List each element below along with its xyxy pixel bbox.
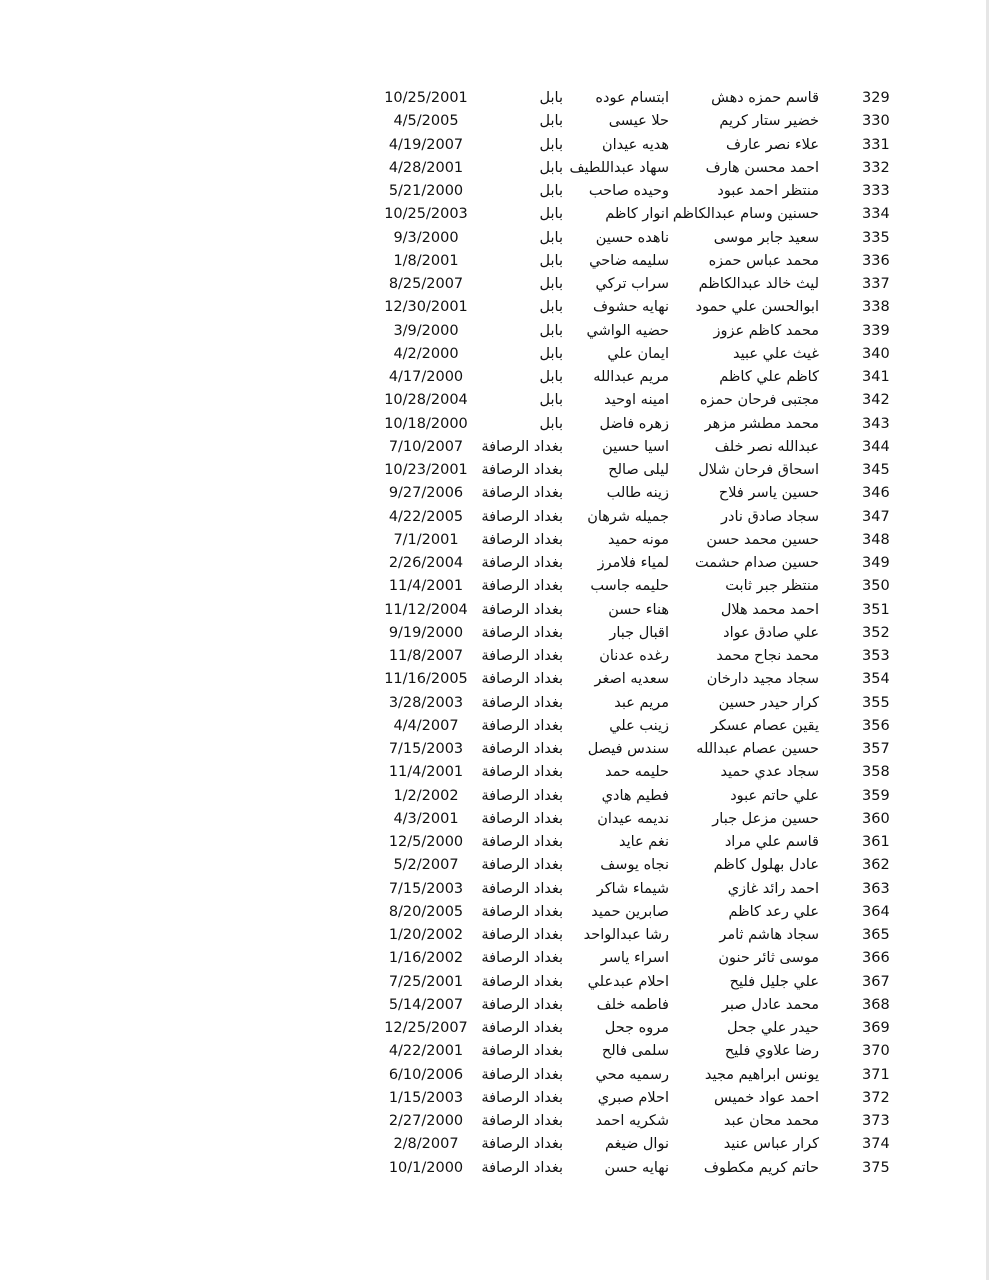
governorate: بغداد الرصافة bbox=[481, 1066, 563, 1083]
birth-date: 11/8/2007 bbox=[388, 648, 464, 664]
governorate: بابل bbox=[539, 415, 563, 432]
table-row bbox=[0, 320, 989, 343]
student-name: سجاد هاشم ثامر bbox=[719, 927, 819, 943]
student-name: احمد رائد غازي bbox=[727, 880, 819, 897]
birth-date: 4/22/2005 bbox=[388, 508, 464, 525]
table-row bbox=[0, 1157, 989, 1180]
table-row bbox=[0, 180, 989, 203]
birth-date: 4/4/2007 bbox=[393, 717, 459, 734]
row-number: 345 bbox=[862, 462, 890, 478]
governorate: بغداد الرصافة bbox=[481, 834, 563, 850]
student-name: حسين مزعل جبار bbox=[712, 810, 819, 827]
student-name: عبدالله نصر خلف bbox=[714, 438, 819, 455]
row-number: 373 bbox=[862, 1113, 890, 1129]
row-number: 337 bbox=[862, 276, 890, 292]
table-row bbox=[0, 227, 989, 250]
mother-name: زينه طالب bbox=[606, 485, 669, 502]
table-row bbox=[0, 413, 989, 436]
row-number: 365 bbox=[862, 927, 890, 943]
student-name: علي صادق عواد bbox=[723, 624, 819, 641]
student-name: حسين صدام حشمت bbox=[695, 555, 819, 571]
mother-name: صابرين حميد bbox=[591, 903, 669, 920]
student-name: حسين عصام عبدالله bbox=[696, 741, 819, 757]
birth-date: 3/28/2003 bbox=[388, 694, 464, 711]
row-number: 338 bbox=[862, 299, 890, 316]
table-row bbox=[0, 994, 989, 1017]
student-name: سجاد صادق نادر bbox=[721, 508, 819, 525]
birth-date: 2/8/2007 bbox=[393, 1136, 459, 1153]
birth-date: 11/16/2005 bbox=[384, 671, 468, 688]
mother-name: نهايه حشوف bbox=[593, 299, 669, 316]
governorate: بابل bbox=[539, 276, 563, 292]
table-row bbox=[0, 1133, 989, 1156]
birth-date: 1/8/2001 bbox=[393, 252, 459, 269]
student-name: كاظم علي كاظم bbox=[719, 369, 819, 385]
student-name: يونس ابراهيم مجيد bbox=[704, 1066, 819, 1083]
birth-date: 4/19/2007 bbox=[388, 136, 464, 153]
governorate: بغداد الرصافة bbox=[481, 508, 563, 525]
governorate: بغداد الرصافة bbox=[481, 555, 563, 571]
birth-date: 12/25/2007 bbox=[384, 1020, 468, 1036]
governorate: بغداد الرصافة bbox=[481, 950, 563, 967]
row-number: 369 bbox=[862, 1020, 890, 1036]
birth-date: 11/12/2004 bbox=[384, 601, 468, 618]
student-name: كرار عباس عنيد bbox=[723, 1136, 819, 1153]
mother-name: ايمان علي bbox=[607, 345, 669, 362]
mother-name: نجاه يوسف bbox=[600, 857, 669, 874]
table-row bbox=[0, 1017, 989, 1040]
governorate: بغداد الرصافة bbox=[481, 1136, 563, 1153]
mother-name: حلا عيسى bbox=[608, 113, 669, 130]
table-row bbox=[0, 878, 989, 901]
birth-date: 1/2/2002 bbox=[393, 787, 459, 804]
birth-date: 6/10/2006 bbox=[388, 1066, 464, 1083]
student-name: منتظر احمد عبود bbox=[717, 183, 819, 199]
row-number: 330 bbox=[862, 113, 890, 130]
mother-name: زهره فاضل bbox=[599, 415, 669, 432]
row-number: 336 bbox=[862, 252, 890, 269]
mother-name: نغم عايد bbox=[618, 834, 669, 850]
table-row bbox=[0, 343, 989, 366]
table-row bbox=[0, 250, 989, 273]
student-name: محمد عادل صبر bbox=[721, 996, 819, 1013]
table-row bbox=[0, 1064, 989, 1087]
row-number: 347 bbox=[862, 508, 890, 525]
governorate: بغداد الرصافة bbox=[481, 531, 563, 548]
table-row bbox=[0, 157, 989, 180]
mother-name: نهايه حسن bbox=[604, 1159, 669, 1176]
governorate: بابل bbox=[539, 136, 563, 153]
governorate: بغداد الرصافة bbox=[481, 438, 563, 455]
mother-name: وحيده صاحب bbox=[588, 183, 669, 199]
mother-name: مريم عبد bbox=[614, 694, 669, 711]
student-name: عادل بهلول كاظم bbox=[713, 857, 819, 874]
mother-name: مريم عبدالله bbox=[593, 369, 669, 385]
mother-name: اسيا حسين bbox=[602, 438, 669, 455]
table-row bbox=[0, 785, 989, 808]
birth-date: 7/15/2003 bbox=[388, 880, 464, 897]
birth-date: 5/21/2000 bbox=[388, 183, 464, 199]
student-name: حيدر علي جحل bbox=[726, 1020, 819, 1036]
student-name: سجاد عدي حميد bbox=[720, 764, 819, 781]
mother-name: جميله شرهان bbox=[587, 508, 669, 525]
birth-date: 4/2/2000 bbox=[393, 345, 459, 362]
governorate: بغداد الرصافة bbox=[481, 717, 563, 734]
student-name: علي جليل فليح bbox=[729, 973, 819, 990]
row-number: 350 bbox=[862, 578, 890, 595]
table-row bbox=[0, 203, 989, 226]
row-number: 368 bbox=[862, 996, 890, 1013]
table-row bbox=[0, 575, 989, 598]
mother-name: فطيم هادي bbox=[601, 787, 669, 804]
governorate: بابل bbox=[539, 113, 563, 130]
governorate: بغداد الرصافة bbox=[481, 1089, 563, 1106]
table-row bbox=[0, 761, 989, 784]
mother-name: شكريه احمد bbox=[595, 1113, 669, 1129]
row-number: 371 bbox=[862, 1066, 890, 1083]
row-number: 363 bbox=[862, 880, 890, 897]
row-number: 361 bbox=[862, 834, 890, 850]
birth-date: 7/10/2007 bbox=[388, 438, 464, 455]
governorate: بابل bbox=[539, 90, 563, 106]
table-row bbox=[0, 87, 989, 110]
birth-date: 11/4/2001 bbox=[388, 578, 464, 595]
table-row bbox=[0, 482, 989, 505]
row-number: 329 bbox=[862, 90, 890, 106]
birth-date: 4/3/2001 bbox=[393, 810, 459, 827]
table-row bbox=[0, 622, 989, 645]
governorate: بغداد الرصافة bbox=[481, 624, 563, 641]
table-row bbox=[0, 436, 989, 459]
mother-name: سليمه ضاحي bbox=[589, 252, 669, 269]
student-name: ابوالحسن علي حمود bbox=[695, 299, 819, 316]
mother-name: امينه اوحيد bbox=[604, 392, 669, 409]
governorate: بغداد الرصافة bbox=[481, 1020, 563, 1036]
birth-date: 10/25/2003 bbox=[384, 206, 468, 223]
student-name: حاتم كريم مكطوف bbox=[703, 1159, 819, 1176]
mother-name: نوال ضيغم bbox=[604, 1136, 669, 1153]
governorate: بابل bbox=[539, 322, 563, 339]
row-number: 348 bbox=[862, 531, 890, 548]
row-number: 374 bbox=[862, 1136, 890, 1153]
row-number: 364 bbox=[862, 903, 890, 920]
governorate: بابل bbox=[539, 183, 563, 199]
birth-date: 1/20/2002 bbox=[388, 927, 464, 943]
mother-name: ناهده حسين bbox=[595, 229, 669, 246]
records-table bbox=[0, 87, 989, 1180]
row-number: 358 bbox=[862, 764, 890, 781]
birth-date: 7/15/2003 bbox=[388, 741, 464, 757]
birth-date: 9/3/2000 bbox=[393, 229, 459, 246]
governorate: بغداد الرصافة bbox=[481, 787, 563, 804]
birth-date: 9/27/2006 bbox=[388, 485, 464, 502]
student-name: محمد محان عبد bbox=[723, 1113, 819, 1129]
mother-name: حليمه حمد bbox=[605, 764, 669, 781]
student-name: محمد نجاح محمد bbox=[716, 648, 819, 664]
student-name: علي رعد كاظم bbox=[728, 903, 819, 920]
table-row bbox=[0, 1040, 989, 1063]
governorate: بغداد الرصافة bbox=[481, 973, 563, 990]
governorate: بابل bbox=[539, 159, 563, 176]
governorate: بابل bbox=[539, 206, 563, 223]
table-row bbox=[0, 1110, 989, 1133]
mother-name: حليمه جاسب bbox=[590, 578, 669, 595]
governorate: بابل bbox=[539, 299, 563, 316]
student-name: قاسم حمزه دهش bbox=[711, 90, 819, 106]
birth-date: 12/5/2000 bbox=[388, 834, 464, 850]
row-number: 356 bbox=[862, 717, 890, 734]
table-row bbox=[0, 529, 989, 552]
birth-date: 2/26/2004 bbox=[388, 555, 464, 571]
student-name: علي حاتم عبود bbox=[730, 787, 819, 804]
birth-date: 4/17/2000 bbox=[388, 369, 464, 385]
mother-name: لمياء فلامرز bbox=[597, 555, 669, 571]
mother-name: ابتسام عوده bbox=[595, 90, 669, 106]
row-number: 342 bbox=[862, 392, 890, 409]
table-row bbox=[0, 134, 989, 157]
governorate: بغداد الرصافة bbox=[481, 1043, 563, 1060]
student-name: موسى ثائر حنون bbox=[718, 950, 819, 967]
row-number: 331 bbox=[862, 136, 890, 153]
birth-date: 2/27/2000 bbox=[388, 1113, 464, 1129]
student-name: رضا علاوي فليح bbox=[724, 1043, 819, 1060]
table-row bbox=[0, 854, 989, 877]
table-row bbox=[0, 273, 989, 296]
governorate: بابل bbox=[539, 369, 563, 385]
student-name: محمد مطشر مزهر bbox=[704, 415, 819, 432]
birth-date: 4/28/2001 bbox=[388, 159, 464, 176]
mother-name: مروه جحل bbox=[604, 1020, 669, 1036]
table-row bbox=[0, 506, 989, 529]
table-row bbox=[0, 366, 989, 389]
governorate: بغداد الرصافة bbox=[481, 1113, 563, 1129]
birth-date: 7/25/2001 bbox=[388, 973, 464, 990]
student-name: علاء نصر عارف bbox=[725, 136, 819, 153]
table-row bbox=[0, 831, 989, 854]
governorate: بغداد الرصافة bbox=[481, 485, 563, 502]
student-name: سعيد جابر موسى bbox=[713, 229, 819, 246]
birth-date: 3/9/2000 bbox=[393, 322, 459, 339]
mother-name: سندس فيصل bbox=[587, 741, 669, 757]
mother-name: رسميه محي bbox=[595, 1066, 669, 1083]
row-number: 333 bbox=[862, 183, 890, 199]
mother-name: سعديه اصغر bbox=[594, 671, 669, 688]
table-row bbox=[0, 901, 989, 924]
table-row bbox=[0, 738, 989, 761]
student-name: احمد عواد خميس bbox=[713, 1089, 819, 1106]
row-number: 341 bbox=[862, 369, 890, 385]
mother-name: زينب علي bbox=[609, 717, 669, 734]
row-number: 372 bbox=[862, 1089, 890, 1106]
birth-date: 10/1/2000 bbox=[388, 1159, 464, 1176]
table-row bbox=[0, 924, 989, 947]
table-row bbox=[0, 715, 989, 738]
row-number: 352 bbox=[862, 624, 890, 641]
birth-date: 5/2/2007 bbox=[393, 857, 459, 874]
student-name: احمد محسن هارف bbox=[705, 159, 819, 176]
governorate: بغداد الرصافة bbox=[481, 1159, 563, 1176]
governorate: بغداد الرصافة bbox=[481, 671, 563, 688]
row-number: 359 bbox=[862, 787, 890, 804]
governorate: بغداد الرصافة bbox=[481, 601, 563, 618]
mother-name: نديمه عيدان bbox=[597, 810, 669, 827]
governorate: بابل bbox=[539, 252, 563, 269]
student-name: محمد كاظم عزوز bbox=[713, 322, 819, 339]
table-row bbox=[0, 808, 989, 831]
row-number: 346 bbox=[862, 485, 890, 502]
table-row bbox=[0, 668, 989, 691]
birth-date: 11/4/2001 bbox=[388, 764, 464, 781]
row-number: 349 bbox=[862, 555, 890, 571]
student-name: خضير ستار كريم bbox=[719, 113, 819, 130]
row-number: 370 bbox=[862, 1043, 890, 1060]
birth-date: 4/22/2001 bbox=[388, 1043, 464, 1060]
mother-name: اسراء ياسر bbox=[600, 950, 669, 967]
row-number: 366 bbox=[862, 950, 890, 967]
mother-name: سهاد عبداللطيف bbox=[569, 159, 669, 176]
student-name: اسحاق فرحان شلال bbox=[698, 462, 819, 478]
student-name: حسنين وسام عبدالكاظم bbox=[672, 206, 819, 223]
table-row bbox=[0, 552, 989, 575]
birth-date: 8/25/2007 bbox=[388, 276, 464, 292]
governorate: بغداد الرصافة bbox=[481, 857, 563, 874]
student-name: ليث خالد عبدالكاظم bbox=[698, 276, 819, 292]
mother-name: سلمى فالح bbox=[601, 1043, 669, 1060]
student-name: محمد عباس حمزه bbox=[708, 252, 819, 269]
student-name: قاسم علي مراد bbox=[724, 834, 819, 850]
governorate: بغداد الرصافة bbox=[481, 462, 563, 478]
birth-date: 7/1/2001 bbox=[393, 531, 459, 548]
mother-name: حضيه الواشي bbox=[586, 322, 669, 339]
governorate: بغداد الرصافة bbox=[481, 694, 563, 711]
mother-name: رغده عدنان bbox=[599, 648, 669, 664]
birth-date: 10/23/2001 bbox=[384, 462, 468, 478]
student-name: سجاد مجيد دارخان bbox=[706, 671, 819, 688]
student-name: حسين محمد حسن bbox=[706, 531, 819, 548]
birth-date: 5/14/2007 bbox=[388, 996, 464, 1013]
birth-date: 9/19/2000 bbox=[388, 624, 464, 641]
birth-date: 4/5/2005 bbox=[393, 113, 459, 130]
row-number: 339 bbox=[862, 322, 890, 339]
mother-name: سراب تركي bbox=[595, 276, 669, 292]
governorate: بغداد الرصافة bbox=[481, 880, 563, 897]
birth-date: 1/16/2002 bbox=[388, 950, 464, 967]
mother-name: انوار كاظم bbox=[605, 206, 669, 223]
mother-name: هديه عيدان bbox=[602, 136, 669, 153]
student-name: يقين عصام عسكر bbox=[710, 717, 819, 734]
birth-date: 10/18/2000 bbox=[384, 415, 468, 432]
governorate: بغداد الرصافة bbox=[481, 741, 563, 757]
governorate: بغداد الرصافة bbox=[481, 810, 563, 827]
row-number: 355 bbox=[862, 694, 890, 711]
table-row bbox=[0, 110, 989, 133]
row-number: 362 bbox=[862, 857, 890, 874]
row-number: 360 bbox=[862, 810, 890, 827]
table-row bbox=[0, 692, 989, 715]
table-row bbox=[0, 389, 989, 412]
birth-date: 10/25/2001 bbox=[384, 90, 468, 106]
mother-name: احلام عبدعلي bbox=[587, 973, 669, 990]
governorate: بغداد الرصافة bbox=[481, 648, 563, 664]
row-number: 332 bbox=[862, 159, 890, 176]
student-name: كرار حيدر حسين bbox=[718, 694, 819, 711]
row-number: 351 bbox=[862, 601, 890, 618]
student-name: منتظر جبر ثابت bbox=[725, 578, 819, 595]
table-row bbox=[0, 947, 989, 970]
table-row bbox=[0, 645, 989, 668]
mother-name: ليلى صالح bbox=[608, 462, 669, 478]
table-row bbox=[0, 1087, 989, 1110]
mother-name: شيماء شاكر bbox=[596, 880, 669, 897]
student-name: احمد محمد هلال bbox=[720, 601, 819, 618]
student-name: غيث علي عبيد bbox=[733, 345, 819, 362]
student-name: حسين ياسر فلاح bbox=[718, 485, 819, 502]
birth-date: 8/20/2005 bbox=[388, 903, 464, 920]
mother-name: فاطمه خلف bbox=[596, 996, 669, 1013]
mother-name: رشا عبدالواحد bbox=[583, 927, 669, 943]
governorate: بغداد الرصافة bbox=[481, 927, 563, 943]
table-row bbox=[0, 296, 989, 319]
row-number: 367 bbox=[862, 973, 890, 990]
governorate: بغداد الرصافة bbox=[481, 903, 563, 920]
row-number: 354 bbox=[862, 671, 890, 688]
table-row bbox=[0, 459, 989, 482]
governorate: بغداد الرصافة bbox=[481, 996, 563, 1013]
governorate: بغداد الرصافة bbox=[481, 764, 563, 781]
mother-name: احلام صبري bbox=[597, 1089, 669, 1106]
row-number: 353 bbox=[862, 648, 890, 664]
row-number: 344 bbox=[862, 438, 890, 455]
governorate: بابل bbox=[539, 345, 563, 362]
row-number: 335 bbox=[862, 229, 890, 246]
student-name: مجتبى فرحان حمزه bbox=[699, 392, 819, 409]
table-row bbox=[0, 599, 989, 622]
governorate: بابل bbox=[539, 392, 563, 409]
mother-name: هناء حسن bbox=[608, 601, 669, 618]
row-number: 340 bbox=[862, 345, 890, 362]
row-number: 343 bbox=[862, 415, 890, 432]
birth-date: 10/28/2004 bbox=[384, 392, 468, 409]
row-number: 334 bbox=[862, 206, 890, 223]
row-number: 357 bbox=[862, 741, 890, 757]
birth-date: 1/15/2003 bbox=[388, 1089, 464, 1106]
governorate: بابل bbox=[539, 229, 563, 246]
birth-date: 12/30/2001 bbox=[384, 299, 468, 316]
governorate: بغداد الرصافة bbox=[481, 578, 563, 595]
table-row bbox=[0, 971, 989, 994]
mother-name: مونه حميد bbox=[607, 531, 669, 548]
row-number: 375 bbox=[862, 1159, 890, 1176]
mother-name: اقبال جبار bbox=[609, 624, 669, 641]
